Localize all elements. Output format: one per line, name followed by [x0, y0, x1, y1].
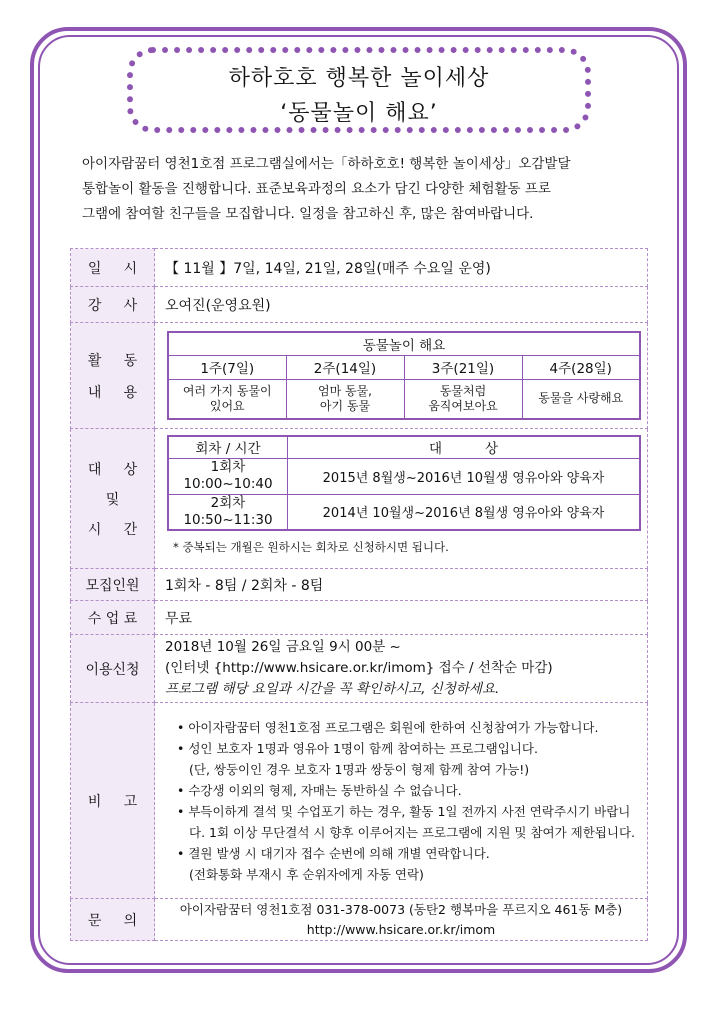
target-label-line: 및	[105, 491, 120, 508]
target-label	[71, 429, 155, 569]
week-header: 4주(28일)	[522, 355, 640, 379]
remark-item: • 성인 보호자 1명과 영유아 1명이 함께 참여하는 프로그램입니다.	[177, 740, 538, 756]
apply-date: 2018년 10월 26일 금요일 9시 00분 ~	[165, 639, 401, 655]
teacher-value: 오여진(운영요원)	[155, 287, 648, 323]
content-label-line: 활 동	[87, 352, 138, 369]
apply-value	[155, 635, 648, 703]
contact-url[interactable]: http://www.hsicare.or.kr/imom	[306, 921, 496, 937]
session-name: 2회차	[210, 494, 246, 511]
activity-cell	[168, 379, 286, 419]
target-note: * 중복되는 개월은 원하시는 회차로 신청하시면 됩니다.	[173, 540, 449, 554]
content-label	[71, 323, 155, 429]
fee-label: 수 업 료	[71, 601, 155, 635]
fee-value: 무료	[155, 601, 648, 635]
activity-line: 움직여보아요	[428, 398, 498, 413]
contact-value	[155, 899, 648, 941]
content-label-line: 내 용	[87, 384, 138, 401]
session-target: 2015년 8월생~2016년 10월생 영유아와 양육자	[288, 458, 641, 494]
activity-cell	[522, 379, 640, 419]
contact-info: 아이자람꿈터 영천1호점 031-378-0073 (동탄2 행복마을 푸르지오 461동 M층)	[179, 901, 623, 917]
activity-line: 동물을 사랑해요	[538, 391, 624, 406]
week-header: 1주(7일)	[168, 355, 286, 379]
intro-text	[82, 152, 642, 227]
session-table	[167, 435, 641, 531]
title-box	[127, 47, 591, 133]
intro-line: 통합놀이 활동을 진행합니다. 표준보육과정의 요소가 담긴 다양한 체험활동 프로	[82, 181, 551, 197]
remarks-label: 비 고	[71, 703, 155, 899]
target-col-header: 대 상	[288, 436, 641, 458]
title-line-1: 하하호호 행복한 놀이세상	[228, 66, 490, 91]
week-header: 3주(21일)	[404, 355, 522, 379]
title-line-2: ‘동물놀이 해요’	[280, 101, 438, 126]
apply-label: 이용신청	[71, 635, 155, 703]
session-col-header: 회차 / 시간	[168, 436, 288, 458]
target-label-line: 대 상	[87, 461, 138, 478]
activity-line: 엄마 동물,	[318, 383, 372, 398]
remark-item: • 수강생 이외의 형제, 자매는 동반하실 수 없습니다.	[177, 782, 462, 798]
target-label-line: 시 간	[87, 521, 138, 538]
remark-item: • 아이자람꿈터 영천1호점 프로그램은 회원에 한하여 신청참여가 가능합니다.	[177, 719, 599, 735]
activity-title: 동물놀이 해요	[168, 332, 640, 355]
activity-line: 동물처럼	[439, 383, 487, 398]
remark-item: (전화통화 부재시 후 순위자에게 자동 연락)	[189, 866, 424, 882]
activity-table	[167, 331, 641, 420]
intro-line: 아이자람꿈터 영천1호점 프로그램실에서는「하하호호! 행복한 놀이세상」오감발달	[82, 156, 571, 172]
activity-cell	[404, 379, 522, 419]
capacity-value: 1회차 - 8팀 / 2회차 - 8팀	[155, 569, 648, 601]
date-value: 【 11월 】7일, 14일, 21일, 28일(매주 수요일 운영)	[155, 249, 648, 287]
activity-line: 여러 가지 동물이	[182, 383, 272, 398]
session-cell	[168, 458, 288, 494]
apply-notice: 프로그램 해당 요일과 시간을 꼭 확인하시고, 신청하세요.	[165, 681, 500, 697]
session-time: 10:00~10:40	[183, 476, 273, 492]
apply-method: (인터넷 {http://www.hsicare.or.kr/imom} 접수 / 선착순 마감)	[165, 660, 553, 676]
capacity-label: 모집인원	[71, 569, 155, 601]
activity-line: 아기 동물	[319, 398, 371, 413]
intro-line: 그램에 참여할 친구들을 모집합니다. 일정을 참고하신 후, 많은 참여바랍니다.	[82, 206, 534, 222]
activity-line: 있어요	[209, 398, 245, 413]
session-target: 2014년 10월생~2016년 8월생 영유아와 양육자	[288, 494, 641, 530]
week-header: 2주(14일)	[286, 355, 404, 379]
info-table	[70, 248, 648, 941]
remark-item: (단, 쌍둥이인 경우 보호자 1명과 쌍둥이 형제 함께 참여 가능!)	[189, 761, 530, 777]
teacher-label: 강 사	[71, 287, 155, 323]
date-label: 일 시	[71, 249, 155, 287]
session-time: 10:50~11:30	[183, 511, 273, 528]
session-cell	[168, 494, 288, 530]
remarks-list	[175, 717, 635, 885]
contact-label: 문 의	[71, 899, 155, 941]
remark-item: • 부득이하게 결석 및 수업포기 하는 경우, 활동 1일 전까지 사전 연락주시기 바랍니다. 1회 이상 무단결석 시 향후 이루어지는 프로그램에 지원 및 참여가 제한됩니다.	[177, 803, 636, 840]
session-name: 1회차	[210, 459, 246, 475]
activity-cell	[286, 379, 404, 419]
remark-item: • 결원 발생 시 대기자 접수 순번에 의해 개별 연락합니다.	[177, 845, 490, 861]
